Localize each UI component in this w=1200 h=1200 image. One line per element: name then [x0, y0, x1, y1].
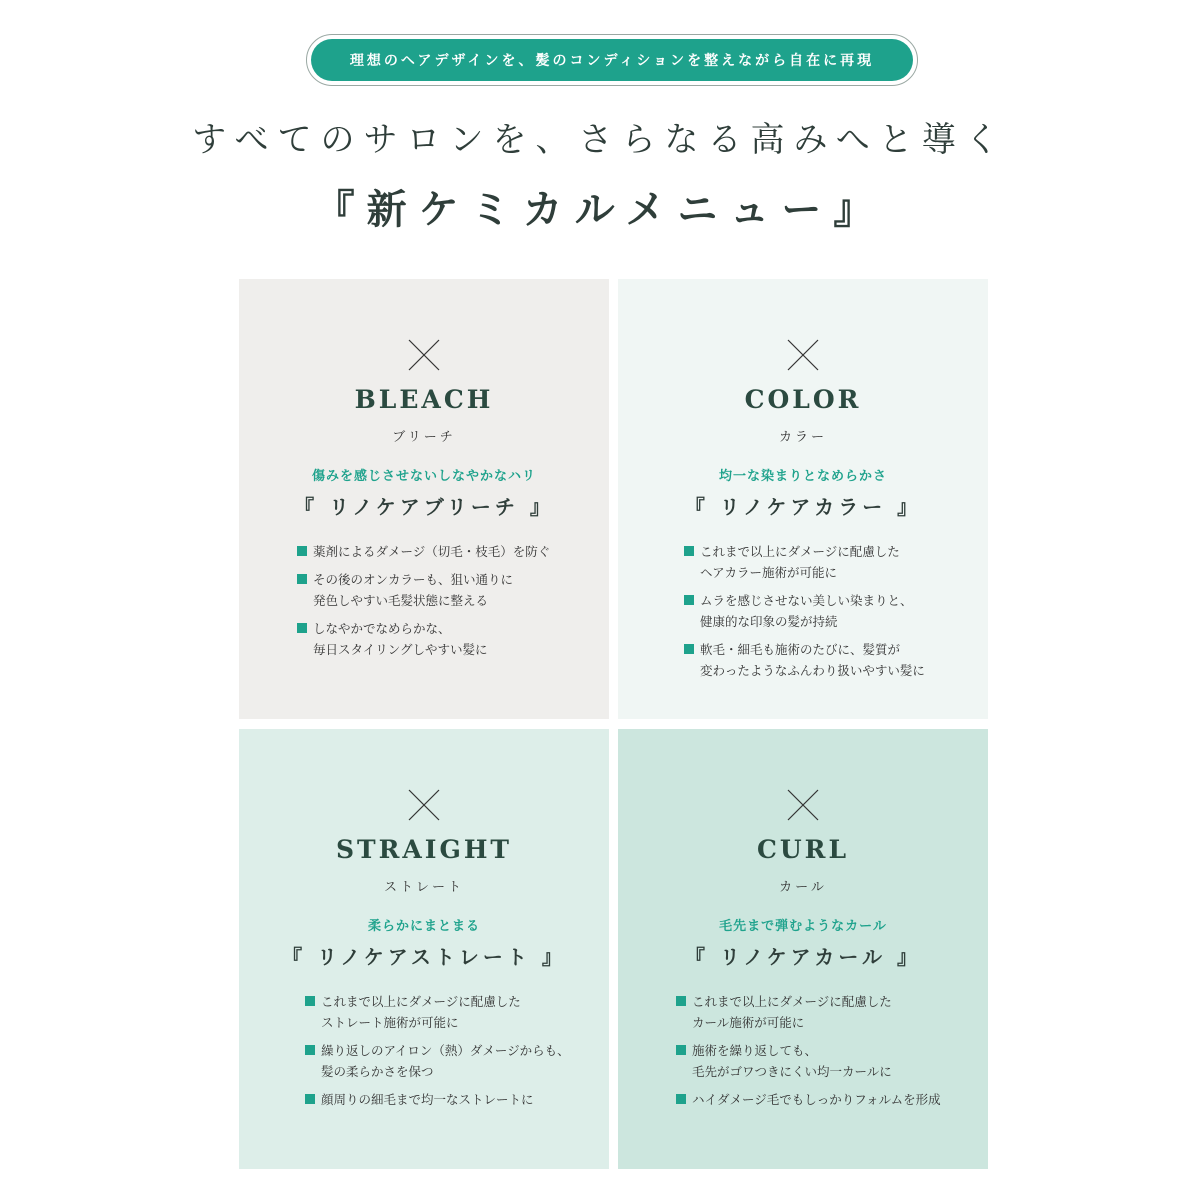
- card-en-title: COLOR: [744, 385, 862, 414]
- card-ja-title: カラー: [778, 430, 827, 445]
- feature-text: 軟毛・細毛も施術のたびに、髪質が 変わったようなふんわり扱いやすい髪に: [700, 642, 925, 678]
- page-subheadline: 『新ケミカルメニュー』: [314, 186, 886, 233]
- menu-card-curl: [618, 729, 988, 1169]
- menu-card-bleach: [239, 279, 609, 719]
- square-bullet-icon: [684, 644, 694, 654]
- card-ja-title: ストレート: [383, 880, 464, 895]
- feature-list: [297, 541, 550, 667]
- feature-list: [684, 541, 925, 688]
- card-product-name: 『 リノケアブリーチ 』: [294, 495, 554, 519]
- feature-item: [684, 590, 925, 632]
- feature-item: [676, 991, 941, 1033]
- feature-text: 繰り返しのアイロン（熱）ダメージからも、 髪の柔らかさを保つ: [321, 1043, 570, 1079]
- square-bullet-icon: [676, 996, 686, 1006]
- feature-item: [305, 1040, 570, 1082]
- menu-card-color: [618, 279, 988, 719]
- feature-item: [305, 991, 570, 1033]
- card-product-name: 『 リノケアカール 』: [685, 945, 921, 969]
- feature-text: 顔周りの細毛まで均一なストレートに: [321, 1092, 534, 1107]
- feature-item: [297, 541, 550, 562]
- feature-text: これまで以上にダメージに配慮した ヘアカラー施術が可能に: [700, 544, 900, 580]
- square-bullet-icon: [684, 595, 694, 605]
- feature-item: [676, 1040, 941, 1082]
- cross-icon: [787, 789, 819, 821]
- square-bullet-icon: [305, 1094, 315, 1104]
- square-bullet-icon: [305, 1045, 315, 1055]
- feature-text: ムラを感じさせない美しい染まりと、 健康的な印象の髪が持続: [700, 593, 913, 629]
- cross-icon: [787, 339, 819, 371]
- card-en-title: BLEACH: [354, 385, 494, 414]
- card-tagline: 毛先まで弾むようなカール: [719, 919, 887, 934]
- header-pill-text: 理想のヘアデザインを、髪のコンディションを整えながら自在に再現: [311, 39, 913, 81]
- square-bullet-icon: [676, 1094, 686, 1104]
- feature-item: [297, 569, 550, 611]
- feature-text: ハイダメージ毛でもしっかりフォルムを形成: [692, 1092, 941, 1107]
- feature-text: その後のオンカラーも、狙い通りに 発色しやすい毛髪状態に整える: [313, 572, 514, 608]
- feature-item: [684, 541, 925, 583]
- square-bullet-icon: [305, 996, 315, 1006]
- card-product-name: 『 リノケアストレート 』: [282, 945, 566, 969]
- feature-item: [684, 639, 925, 681]
- square-bullet-icon: [684, 546, 694, 556]
- card-tagline: 柔らかにまとまる: [367, 919, 480, 934]
- header-pill: [306, 34, 918, 86]
- square-bullet-icon: [297, 574, 307, 584]
- square-bullet-icon: [676, 1045, 686, 1055]
- square-bullet-icon: [297, 546, 307, 556]
- feature-text: 施術を繰り返しても、 毛先がゴワつきにくい均一カールに: [692, 1043, 892, 1079]
- cross-icon: [408, 789, 440, 821]
- square-bullet-icon: [297, 623, 307, 633]
- feature-text: 薬剤によるダメージ（切毛・枝毛）を防ぐ: [313, 544, 551, 559]
- feature-list: [676, 991, 941, 1117]
- card-en-title: CURL: [756, 835, 850, 864]
- feature-text: これまで以上にダメージに配慮した カール施術が可能に: [692, 994, 892, 1030]
- feature-text: しなやかでなめらかな、 毎日スタイリングしやすい髪に: [313, 621, 488, 657]
- card-tagline: 傷みを感じさせないしなやかなハリ: [311, 469, 536, 484]
- feature-text: これまで以上にダメージに配慮した ストレート施術が可能に: [321, 994, 521, 1030]
- feature-list: [305, 991, 570, 1117]
- card-tagline: 均一な染まりとなめらかさ: [718, 469, 887, 484]
- page-headline: すべてのサロンを、さらなる高みへと導く: [192, 120, 1008, 160]
- card-en-title: STRAIGHT: [335, 835, 513, 864]
- feature-item: [297, 618, 550, 660]
- feature-item: [676, 1089, 941, 1110]
- feature-item: [305, 1089, 570, 1110]
- menu-card-straight: [239, 729, 609, 1169]
- card-product-name: 『 リノケアカラー 』: [684, 495, 922, 519]
- card-ja-title: カール: [779, 880, 827, 895]
- card-ja-title: ブリーチ: [392, 430, 456, 445]
- cross-icon: [408, 339, 440, 371]
